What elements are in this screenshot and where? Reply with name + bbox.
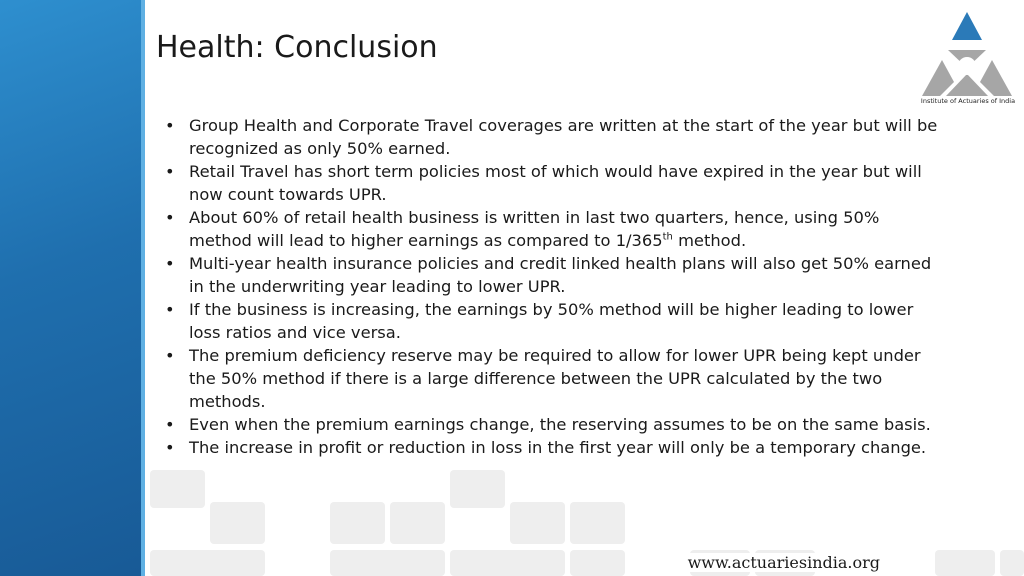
bullet-text-part: method. [672,231,747,250]
bullet-item [165,436,945,459]
bullet-text: If the business is increasing, the earnings by 50% method will be higher leading to lower loss ratios and vice versa. [189,300,914,342]
bullet-text [189,208,879,250]
bullet-text: Group Health and Corporate Travel coverages are written at the start of the year but will be recognized as only 50% earned. [189,116,938,158]
bullet-item [165,413,945,436]
bullet-text: Even when the premium earnings change, the reserving assumes to be on the same basis. [189,415,931,434]
bullet-marker: • [165,162,175,181]
bullet-item [165,206,945,252]
bullet-marker: • [165,116,175,135]
bullet-text: Multi-year health insurance policies and credit linked health plans will also get 50% earned in the underwriting year leading to lower UPR. [189,254,932,296]
ordinal-superscript: th [662,231,673,243]
bullet-marker: • [165,208,175,227]
bullet-list [165,114,945,459]
bullet-marker: • [165,254,175,273]
left-decorative-band [0,0,145,576]
bullet-text: Retail Travel has short term policies most of which would have expired in the year but will now count towards UPR. [189,162,922,204]
bullet-marker: • [165,346,175,365]
bullet-item [165,114,945,160]
logo-caption: Institute of Actuaries of India [920,97,1016,105]
bullet-marker: • [165,415,175,434]
bullet-item [165,252,945,298]
institute-logo-icon [918,8,1016,110]
bullet-item [165,344,945,413]
bullet-text: The premium deficiency reserve may be required to allow for lower UPR being kept under the 50% method if there is a large difference between the UPR calculated by the two methods. [189,346,921,411]
footer-website-link[interactable]: www.actuariesindia.org [684,553,884,572]
bullet-text-part: About 60% of retail health business is written in last two quarters, hence, using 50% method will lead to higher earnings as compared to 1/365 [189,208,880,250]
bullet-item [165,160,945,206]
slide-title: Health: Conclusion [156,30,438,65]
background-tile-pattern [145,440,1024,576]
bullet-item [165,298,945,344]
bullet-text: The increase in profit or reduction in loss in the first year will only be a temporary change. [189,438,927,457]
bullet-marker: • [165,438,175,457]
bullet-marker: • [165,300,175,319]
